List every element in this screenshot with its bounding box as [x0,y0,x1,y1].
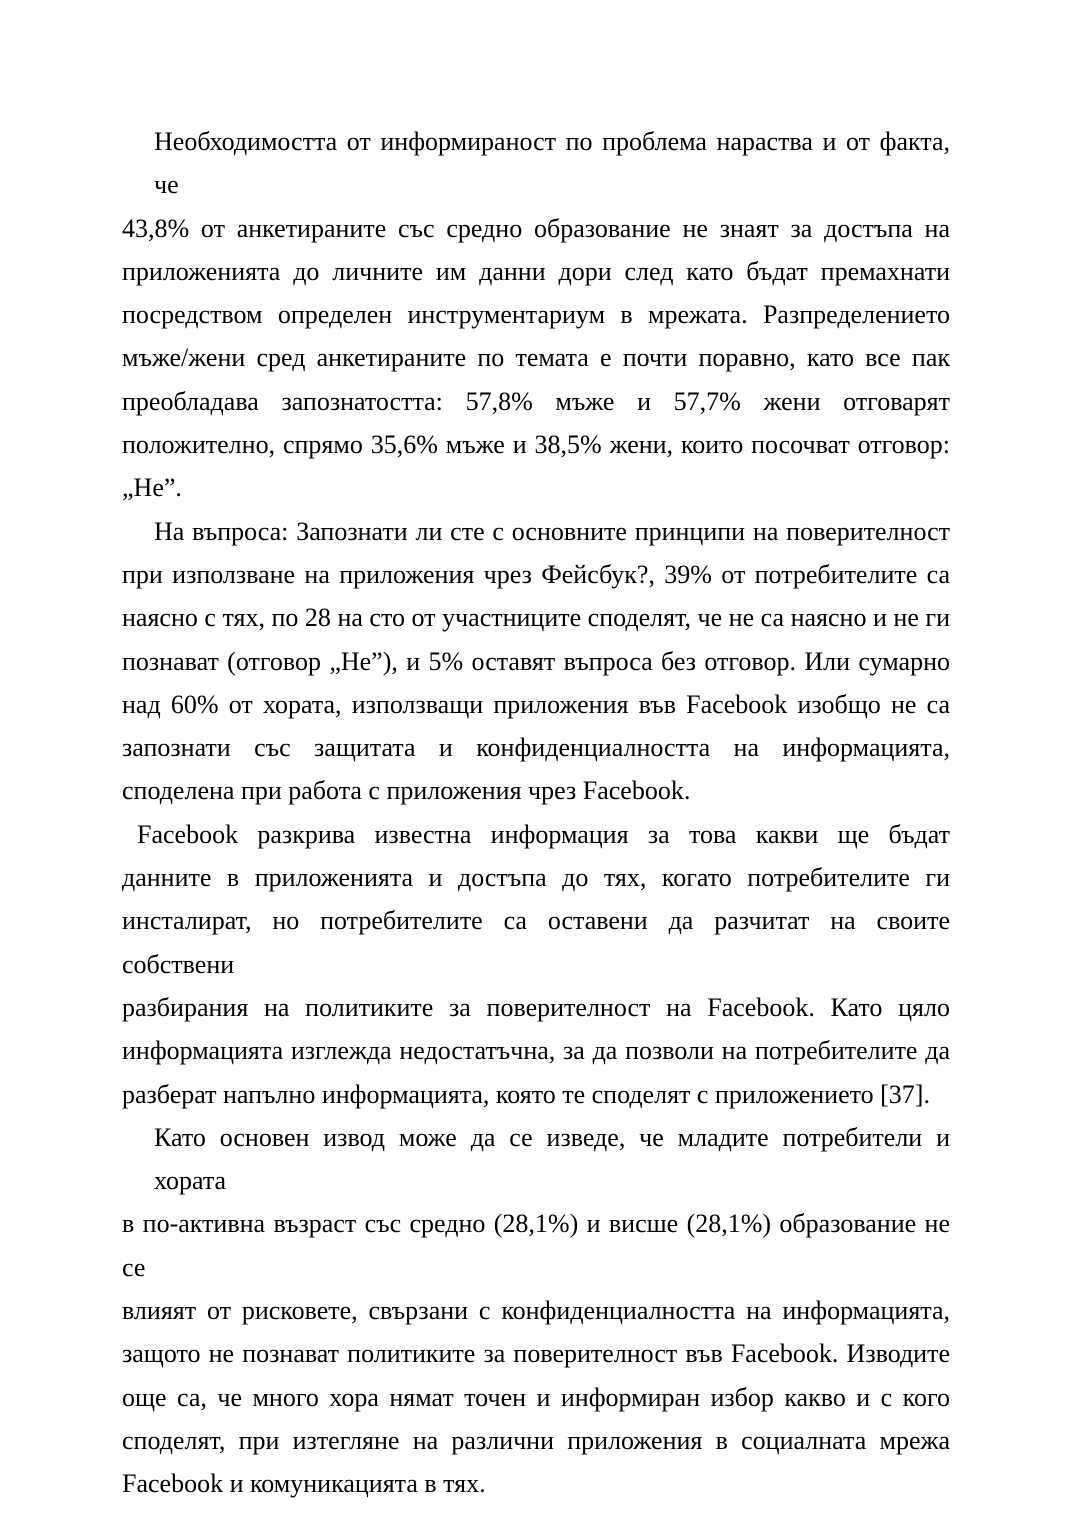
text-line: Facebook разкрива известна информация за това какви ще бъдат [137,819,950,849]
text-line: приложенията до личните им данни дори след като бъдат премахнати [122,256,950,286]
paragraph [122,813,950,1116]
text-line: Като основен извод може да се изведе, че младите потребители и хората [154,1122,950,1196]
text-line: запознати със защитата и конфиденциалността на информацията, [122,733,950,763]
text-line: споделена при работа с приложения чрез Facebook. [122,776,691,806]
text-line: защото не познават политиките за поверителност във Facebook. Изводите [122,1339,950,1369]
text-line: наясно с тях, по 28 на сто от участниците споделят, че не са наясно и не ги [122,603,950,633]
text-line: инсталират, но потребителите са оставени да разчитат на своите собствени [122,906,950,979]
text-line: Facebook и комуникацията в тях. [122,1469,486,1499]
text-line: преобладава запознатостта: 57,8% мъже и 57,7% жени отговарят [122,386,950,416]
text-line: „Не”. [122,473,182,503]
text-line: разберат напълно информацията, която те споделят с приложението [37]. [122,1079,930,1109]
text-line: познават (отговор „Не”), и 5% оставят въпроса без отговор. Или сумарно [122,646,950,676]
paragraph [122,510,950,813]
text-line: информацията изглежда недостатъчна, за да позволи на потребителите да [122,1036,950,1066]
text-line: над 60% от хората, използващи приложения във Facebook изобщо не са [122,689,950,719]
text-line: положително, спрямо 35,6% мъже и 38,5% жени, които посочват отговор: [122,430,950,460]
text-line: споделят, при изтегляне на различни приложения в социалната мрежа [122,1425,950,1455]
text-line: посредством определен инструментариум в мрежата. Разпределението [122,300,950,330]
paragraph [122,120,950,510]
text-line: още са, че много хора нямат точен и информиран избор какво и с кого [122,1382,950,1412]
text-line: Необходимостта от информираност по проблема нараства и от факта, че [154,127,950,200]
text-line: мъже/жени сред анкетираните по темата е почти поравно, като все пак [122,343,950,373]
text-line: при използване на приложения чрез Фейсбук?, 39% от потребителите са [122,559,950,589]
paragraph [122,1116,950,1506]
text-line: влияят от рисковете, свързани с конфиденциалността на информацията, [122,1296,950,1326]
text-line: На въпроса: Запознати ли сте с основните принципи на поверителност [154,516,950,546]
text-line: 43,8% от анкетираните със средно образование не знаят за достъпа на [122,213,950,243]
text-line: разбирания на политиките за поверителност на Facebook. Като цяло [122,992,950,1022]
document-body [122,120,950,1506]
text-line: в по-активна възраст със средно (28,1%) и висше (28,1%) образование не се [122,1209,950,1282]
text-line: данните в приложенията и достъпа до тях, когато потребителите ги [122,863,950,893]
